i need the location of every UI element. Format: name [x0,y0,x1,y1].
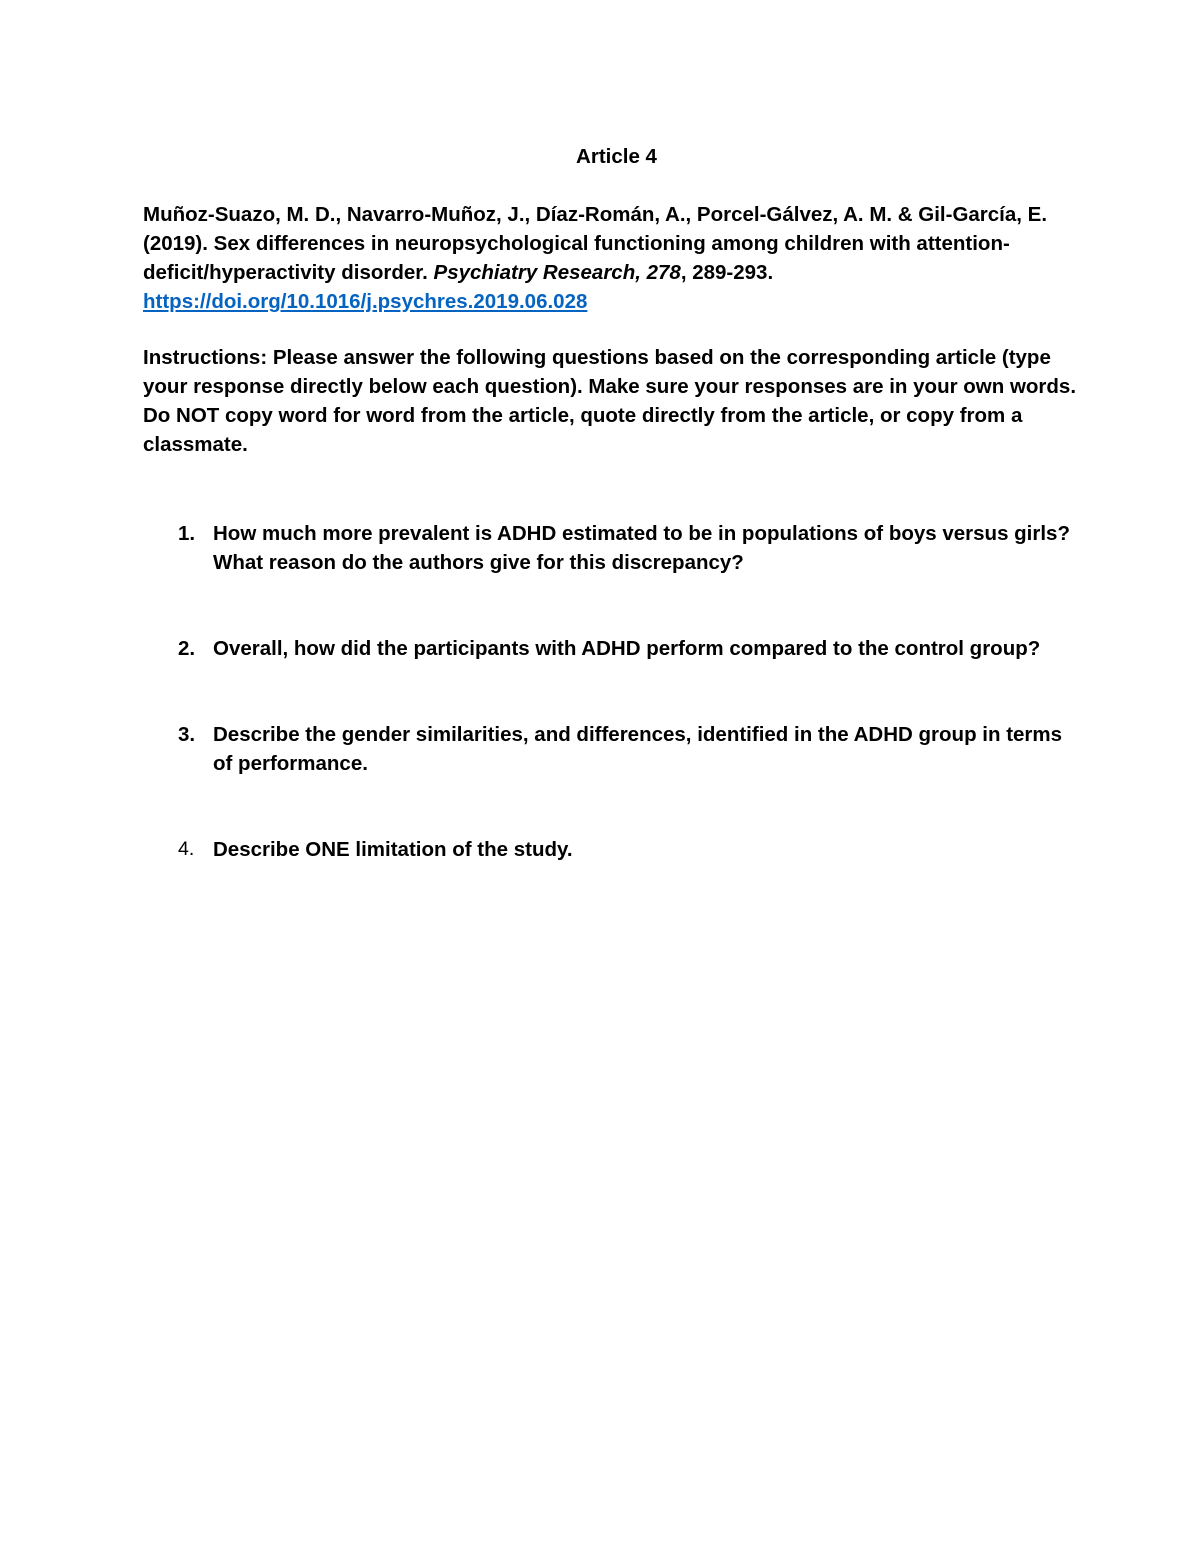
question-text [213,519,1090,577]
question-line: of performance. [213,752,368,775]
question-line: Overall, how did the participants with ADHD perform compared to the control group? [213,637,1041,660]
journal-title: Psychiatry Research, 278 [433,261,681,284]
citation-text: deficit/hyperactivity disorder. [143,261,434,284]
doi-link[interactable]: https://doi.org/10.1016/j.psychres.2019.06.028 [143,290,588,313]
instructions-line: Instructions: Please answer the following questions based on the corresponding article (type [143,346,1051,369]
question-line: How much more prevalent is ADHD estimated to be in populations of boys versus girls? [213,522,1070,545]
citation-line: Muñoz-Suazo, M. D., Navarro-Muñoz, J., Díaz-Román, A., Porcel-Gálvez, A. M. & Gil-García, E. [143,203,1048,226]
instructions-paragraph [143,343,1090,459]
question-text [213,634,1090,663]
instructions-line: your response directly below each question). Make sure your responses are in your own words. [143,375,1077,398]
citation-pages: , 289-293. [680,261,774,284]
question-text [213,720,1090,778]
question-line: Describe ONE limitation of the study. [213,838,573,861]
question-line: Describe the gender similarities, and differences, identified in the ADHD group in terms [213,723,1063,746]
citation-line: (2019). Sex differences in neuropsychological functioning among children with attention- [143,232,1010,255]
question-item-1 [143,519,1090,577]
question-item-3 [143,720,1090,778]
question-text [213,835,1090,864]
question-number: 4. [178,838,195,860]
question-item-2 [143,634,1090,663]
question-number: 2. [178,637,196,660]
question-number: 3. [178,723,196,746]
citation-link-line [143,287,1090,316]
instructions-line: classmate. [143,433,248,456]
instructions-line: Do NOT copy word for word from the article, quote directly from the article, or copy from a [143,404,1023,427]
question-item-4 [143,835,1090,864]
question-number: 1. [178,522,196,545]
citation-paragraph [143,200,1090,316]
question-line: What reason do the authors give for this discrepancy? [213,551,744,574]
citation-line [143,258,1090,287]
page-title: Article 4 [576,145,657,168]
